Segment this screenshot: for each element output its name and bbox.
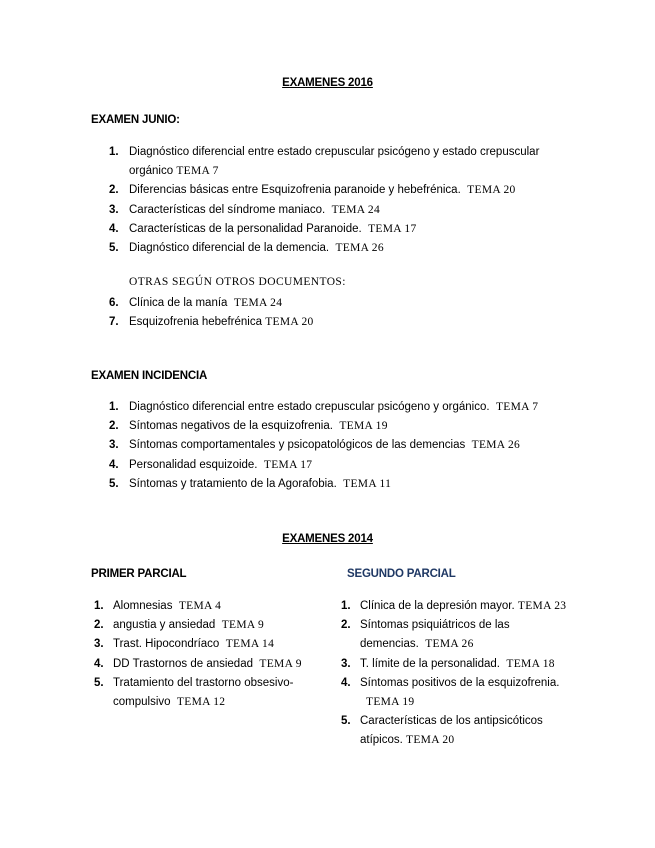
list-item: 5. Diagnóstico diferencial de la demencia. TEMA 26: [109, 242, 384, 255]
list-item: 5. Síntomas y tratamiento de la Agorafobia. TEMA 11: [109, 477, 392, 490]
junio-list: [109, 143, 589, 258]
list-item: 7. Esquizofrenia hebefrénica TEMA 20: [109, 316, 314, 329]
list-item: 2. Síntomas psiquiátricos de las demencias. TEMA 26: [341, 619, 510, 651]
title-2014: EXAMENES 2014: [282, 533, 373, 545]
list-item: 6. Clínica de la manía TEMA 24: [109, 297, 283, 309]
list-item: 3. T. límite de la personalidad. TEMA 18: [341, 657, 555, 670]
list-item: 3. Características del síndrome maniaco. TEMA 24: [109, 203, 381, 216]
list-item: 5. Tratamiento del trastorno obsesivo- compulsivo TEMA 12: [94, 676, 294, 709]
list-item: 3. Trast. Hipocondríaco TEMA 14: [94, 638, 275, 651]
list-item: 5. Características de los antipsicóticos atípicos. TEMA 20: [341, 715, 543, 747]
title-2016: EXAMENES 2016: [282, 77, 373, 89]
list-item: 1. Alomnesias TEMA 4: [94, 600, 222, 612]
heading-examen-incidencia: EXAMEN INCIDENCIA: [91, 370, 208, 382]
list-item: 1. Diagnóstico diferencial entre estado crepuscular psicógeno y estado crepuscular orgánico TEMA 7: [109, 146, 540, 178]
heading-segundo-parcial: SEGUNDO PARCIAL: [347, 568, 456, 580]
otras-label: OTRAS SEGÚN OTROS DOCUMENTOS:: [129, 276, 346, 288]
list-item: 2. Diferencias básicas entre Esquizofrenia paranoide y hebefrénica. TEMA 20: [109, 184, 516, 197]
heading-examen-junio: EXAMEN JUNIO:: [91, 114, 180, 126]
list-item: 4. Características de la personalidad Paranoide. TEMA 17: [109, 222, 417, 235]
segundo-parcial-list: [341, 597, 610, 751]
heading-primer-parcial: PRIMER PARCIAL: [91, 568, 187, 580]
incidencia-list: [109, 398, 599, 494]
primer-parcial-list: [94, 597, 328, 712]
otras-list: [109, 294, 589, 332]
list-item: 1. Clínica de la depresión mayor. TEMA 23: [341, 600, 567, 612]
list-item: 4. Personalidad esquizoide. TEMA 17: [109, 458, 313, 471]
list-item: 3. Síntomas comportamentales y psicopatológicos de las demencias TEMA 26: [109, 439, 521, 452]
list-item: 4. DD Trastornos de ansiedad TEMA 9: [94, 657, 302, 670]
list-item: 2. angustia y ansiedad TEMA 9: [94, 619, 265, 632]
list-item: 1. Diagnóstico diferencial entre estado crepuscular psicógeno y orgánico. TEMA 7: [109, 401, 539, 413]
list-item: 4. Síntomas positivos de la esquizofrenia. TEMA 19: [341, 676, 560, 709]
list-item: 2. Síntomas negativos de la esquizofrenia. TEMA 19: [109, 420, 388, 433]
